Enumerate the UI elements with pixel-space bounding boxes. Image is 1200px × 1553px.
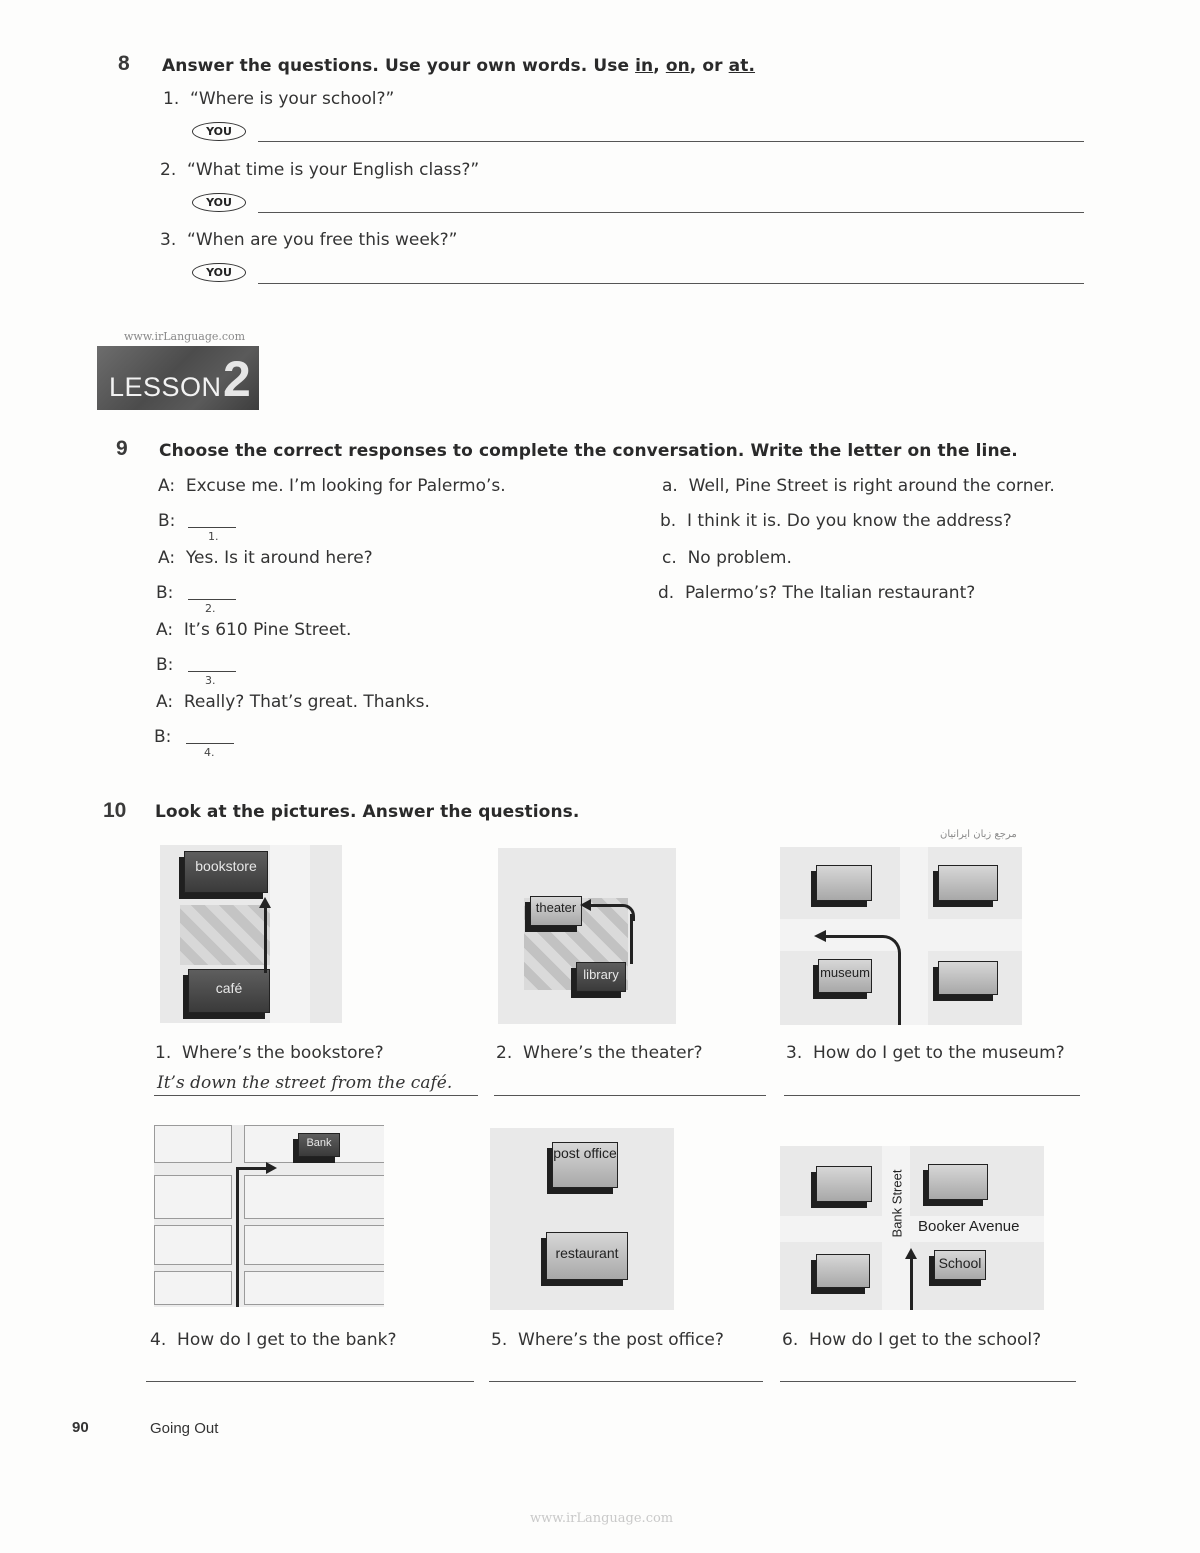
line-text: Excuse me. I’m looking for Palermo’s. xyxy=(185,476,506,496)
street xyxy=(900,847,928,1025)
blank-number: 4. xyxy=(204,746,215,759)
street xyxy=(270,845,310,1023)
answer-line-2[interactable] xyxy=(258,212,1084,213)
library-building: library xyxy=(576,962,626,992)
block xyxy=(154,1175,232,1219)
option-text: Palermo’s? The Italian restaurant? xyxy=(685,583,976,603)
option-text: Well, Pine Street is right around the corner. xyxy=(688,476,1055,496)
picture-2-map xyxy=(498,848,676,1024)
item-number: 5. xyxy=(491,1330,508,1350)
item-number: 3. xyxy=(786,1043,803,1063)
speaker-b: B: xyxy=(156,583,174,603)
theater-building: theater xyxy=(530,896,582,926)
route-arrow xyxy=(236,1167,239,1307)
exercise-8-number: 8 xyxy=(118,52,130,75)
answer-line-item-3[interactable] xyxy=(784,1095,1080,1096)
blank-number: 2. xyxy=(205,602,216,615)
exercise-10-number: 10 xyxy=(103,799,127,822)
route-arrow xyxy=(236,1167,266,1170)
booker-avenue-label: Booker Avenue xyxy=(918,1218,1020,1235)
item-question: How do I get to the bank? xyxy=(177,1330,397,1350)
lesson-banner xyxy=(97,346,259,410)
blank-number: 1. xyxy=(208,530,219,543)
item-number: 6. xyxy=(782,1330,799,1350)
answer-line-item-1[interactable] xyxy=(154,1095,478,1096)
caption-4 xyxy=(150,1330,397,1350)
question-3 xyxy=(160,230,457,250)
footer-title: Going Out xyxy=(150,1420,219,1437)
block xyxy=(154,1125,232,1163)
line-text: It’s 610 Pine Street. xyxy=(183,620,352,640)
block xyxy=(154,1225,232,1265)
item-question: Where’s the post office? xyxy=(518,1330,724,1350)
item-question: How do I get to the museum? xyxy=(813,1043,1065,1063)
answer-line-item-4[interactable] xyxy=(146,1381,474,1382)
question-2 xyxy=(160,160,479,180)
exercise-8-instruction xyxy=(162,56,755,76)
item-question: Where’s the theater? xyxy=(523,1043,703,1063)
post-office-building: post office xyxy=(552,1142,618,1188)
sidewalk-pattern xyxy=(180,905,270,965)
question-text: “When are you free this week?” xyxy=(187,230,458,250)
museum-building: museum xyxy=(818,959,872,993)
caption-5 xyxy=(491,1330,724,1350)
answer-line-3[interactable] xyxy=(258,283,1084,284)
you-badge-icon: YOU xyxy=(192,263,246,282)
picture-3-map xyxy=(780,847,1022,1025)
word-on: on xyxy=(665,56,690,76)
option-b xyxy=(660,511,1012,531)
school-building: School xyxy=(934,1250,986,1280)
question-1 xyxy=(163,89,394,109)
bank-building: Bank xyxy=(298,1133,340,1157)
speaker-b: B: xyxy=(154,727,172,747)
bookstore-building: bookstore xyxy=(184,851,268,893)
caption-6 xyxy=(782,1330,1041,1350)
item-question: How do I get to the school? xyxy=(809,1330,1042,1350)
blank-line-2[interactable] xyxy=(188,599,236,600)
footer-watermark: www.irLanguage.com xyxy=(530,1511,674,1526)
exercise-9-instruction: Choose the correct responses to complete the conversation. Write the letter on the line. xyxy=(159,441,1018,461)
caption-3 xyxy=(786,1043,1065,1063)
option-text: I think it is. Do you know the address? xyxy=(687,511,1012,531)
route-arrow xyxy=(910,1258,913,1310)
picture-6-map xyxy=(780,1146,1044,1310)
exercise-10-instruction: Look at the pictures. Answer the questions. xyxy=(155,802,580,822)
option-c xyxy=(662,548,792,568)
block xyxy=(244,1271,384,1305)
bank-street-label: Bank Street xyxy=(889,1169,905,1238)
line-text: Really? That’s great. Thanks. xyxy=(183,692,430,712)
option-letter: d. xyxy=(658,583,675,603)
speaker: A: xyxy=(158,476,176,496)
picture-5-map xyxy=(490,1128,674,1310)
word-in: in xyxy=(635,56,654,76)
question-number: 1. xyxy=(163,89,180,109)
example-answer: It’s down the street from the café. xyxy=(157,1073,453,1093)
you-badge-icon: YOU xyxy=(192,122,246,141)
answer-line-item-5[interactable] xyxy=(489,1381,763,1382)
speaker: A: xyxy=(156,620,174,640)
speaker-b: B: xyxy=(158,511,176,531)
building xyxy=(928,1164,988,1200)
block xyxy=(244,1175,384,1219)
restaurant-building: restaurant xyxy=(546,1232,628,1280)
watermark: www.irLanguage.com xyxy=(124,330,246,343)
conversation-line xyxy=(156,620,351,640)
answer-line-1[interactable] xyxy=(258,141,1084,142)
building xyxy=(938,865,998,901)
item-number: 4. xyxy=(150,1330,167,1350)
route-arrow xyxy=(826,935,878,938)
arrow-head-icon xyxy=(580,899,591,911)
speaker: A: xyxy=(156,692,174,712)
caption-1 xyxy=(155,1043,384,1063)
block xyxy=(244,1225,384,1265)
building xyxy=(816,1166,872,1202)
arrow-head-icon xyxy=(905,1248,917,1259)
option-d xyxy=(658,583,975,603)
you-badge-icon: YOU xyxy=(192,193,246,212)
arabic-watermark: مرجع زبان ایرانیان xyxy=(940,829,1017,840)
building xyxy=(938,961,998,995)
question-number: 3. xyxy=(160,230,177,250)
exercise-9-number: 9 xyxy=(116,437,128,460)
question-number: 2. xyxy=(160,160,177,180)
route-corner xyxy=(616,904,635,921)
route-arrow xyxy=(898,957,901,1025)
arrow-head-icon xyxy=(259,897,271,908)
caption-2 xyxy=(496,1043,703,1063)
line-text: Yes. Is it around here? xyxy=(185,548,373,568)
option-letter: a. xyxy=(662,476,678,496)
blank-line-4[interactable] xyxy=(186,743,234,744)
option-text: No problem. xyxy=(687,548,792,568)
speaker-b: B: xyxy=(156,655,174,675)
separator: , or xyxy=(689,56,729,76)
conversation-line xyxy=(156,692,430,712)
picture-1-map xyxy=(160,845,342,1023)
question-text: “Where is your school?” xyxy=(190,89,395,109)
route-arrow xyxy=(264,907,267,973)
separator: , xyxy=(653,56,666,76)
building xyxy=(816,1254,870,1288)
bank-street-label-wrap xyxy=(882,1168,910,1238)
block xyxy=(154,1271,232,1305)
blank-number: 3. xyxy=(205,674,216,687)
option-a xyxy=(662,476,1055,496)
answer-line-item-6[interactable] xyxy=(780,1381,1076,1382)
lesson-number: 2 xyxy=(223,351,251,407)
item-number: 2. xyxy=(496,1043,513,1063)
speaker: A: xyxy=(158,548,176,568)
conversation-line xyxy=(158,476,506,496)
blank-line-1[interactable] xyxy=(188,527,236,528)
conversation-line xyxy=(158,548,373,568)
option-letter: b. xyxy=(660,511,677,531)
item-question: Where’s the bookstore? xyxy=(182,1043,384,1063)
question-text: “What time is your English class?” xyxy=(187,160,480,180)
item-number: 1. xyxy=(155,1043,172,1063)
lesson-word: LESSON xyxy=(109,372,222,402)
cafe-building: café xyxy=(188,969,270,1013)
picture-4-map xyxy=(154,1125,384,1307)
option-letter: c. xyxy=(662,548,677,568)
building xyxy=(816,865,872,901)
arrow-head-icon xyxy=(814,930,826,942)
word-at: at. xyxy=(728,56,756,76)
arrow-head-icon xyxy=(266,1162,277,1174)
instruction-text: Answer the questions. Use your own words. Use xyxy=(162,56,636,76)
page-number: 90 xyxy=(72,1419,89,1436)
route-arrow xyxy=(630,914,633,964)
blank-line-3[interactable] xyxy=(188,671,236,672)
answer-line-item-2[interactable] xyxy=(494,1095,766,1096)
